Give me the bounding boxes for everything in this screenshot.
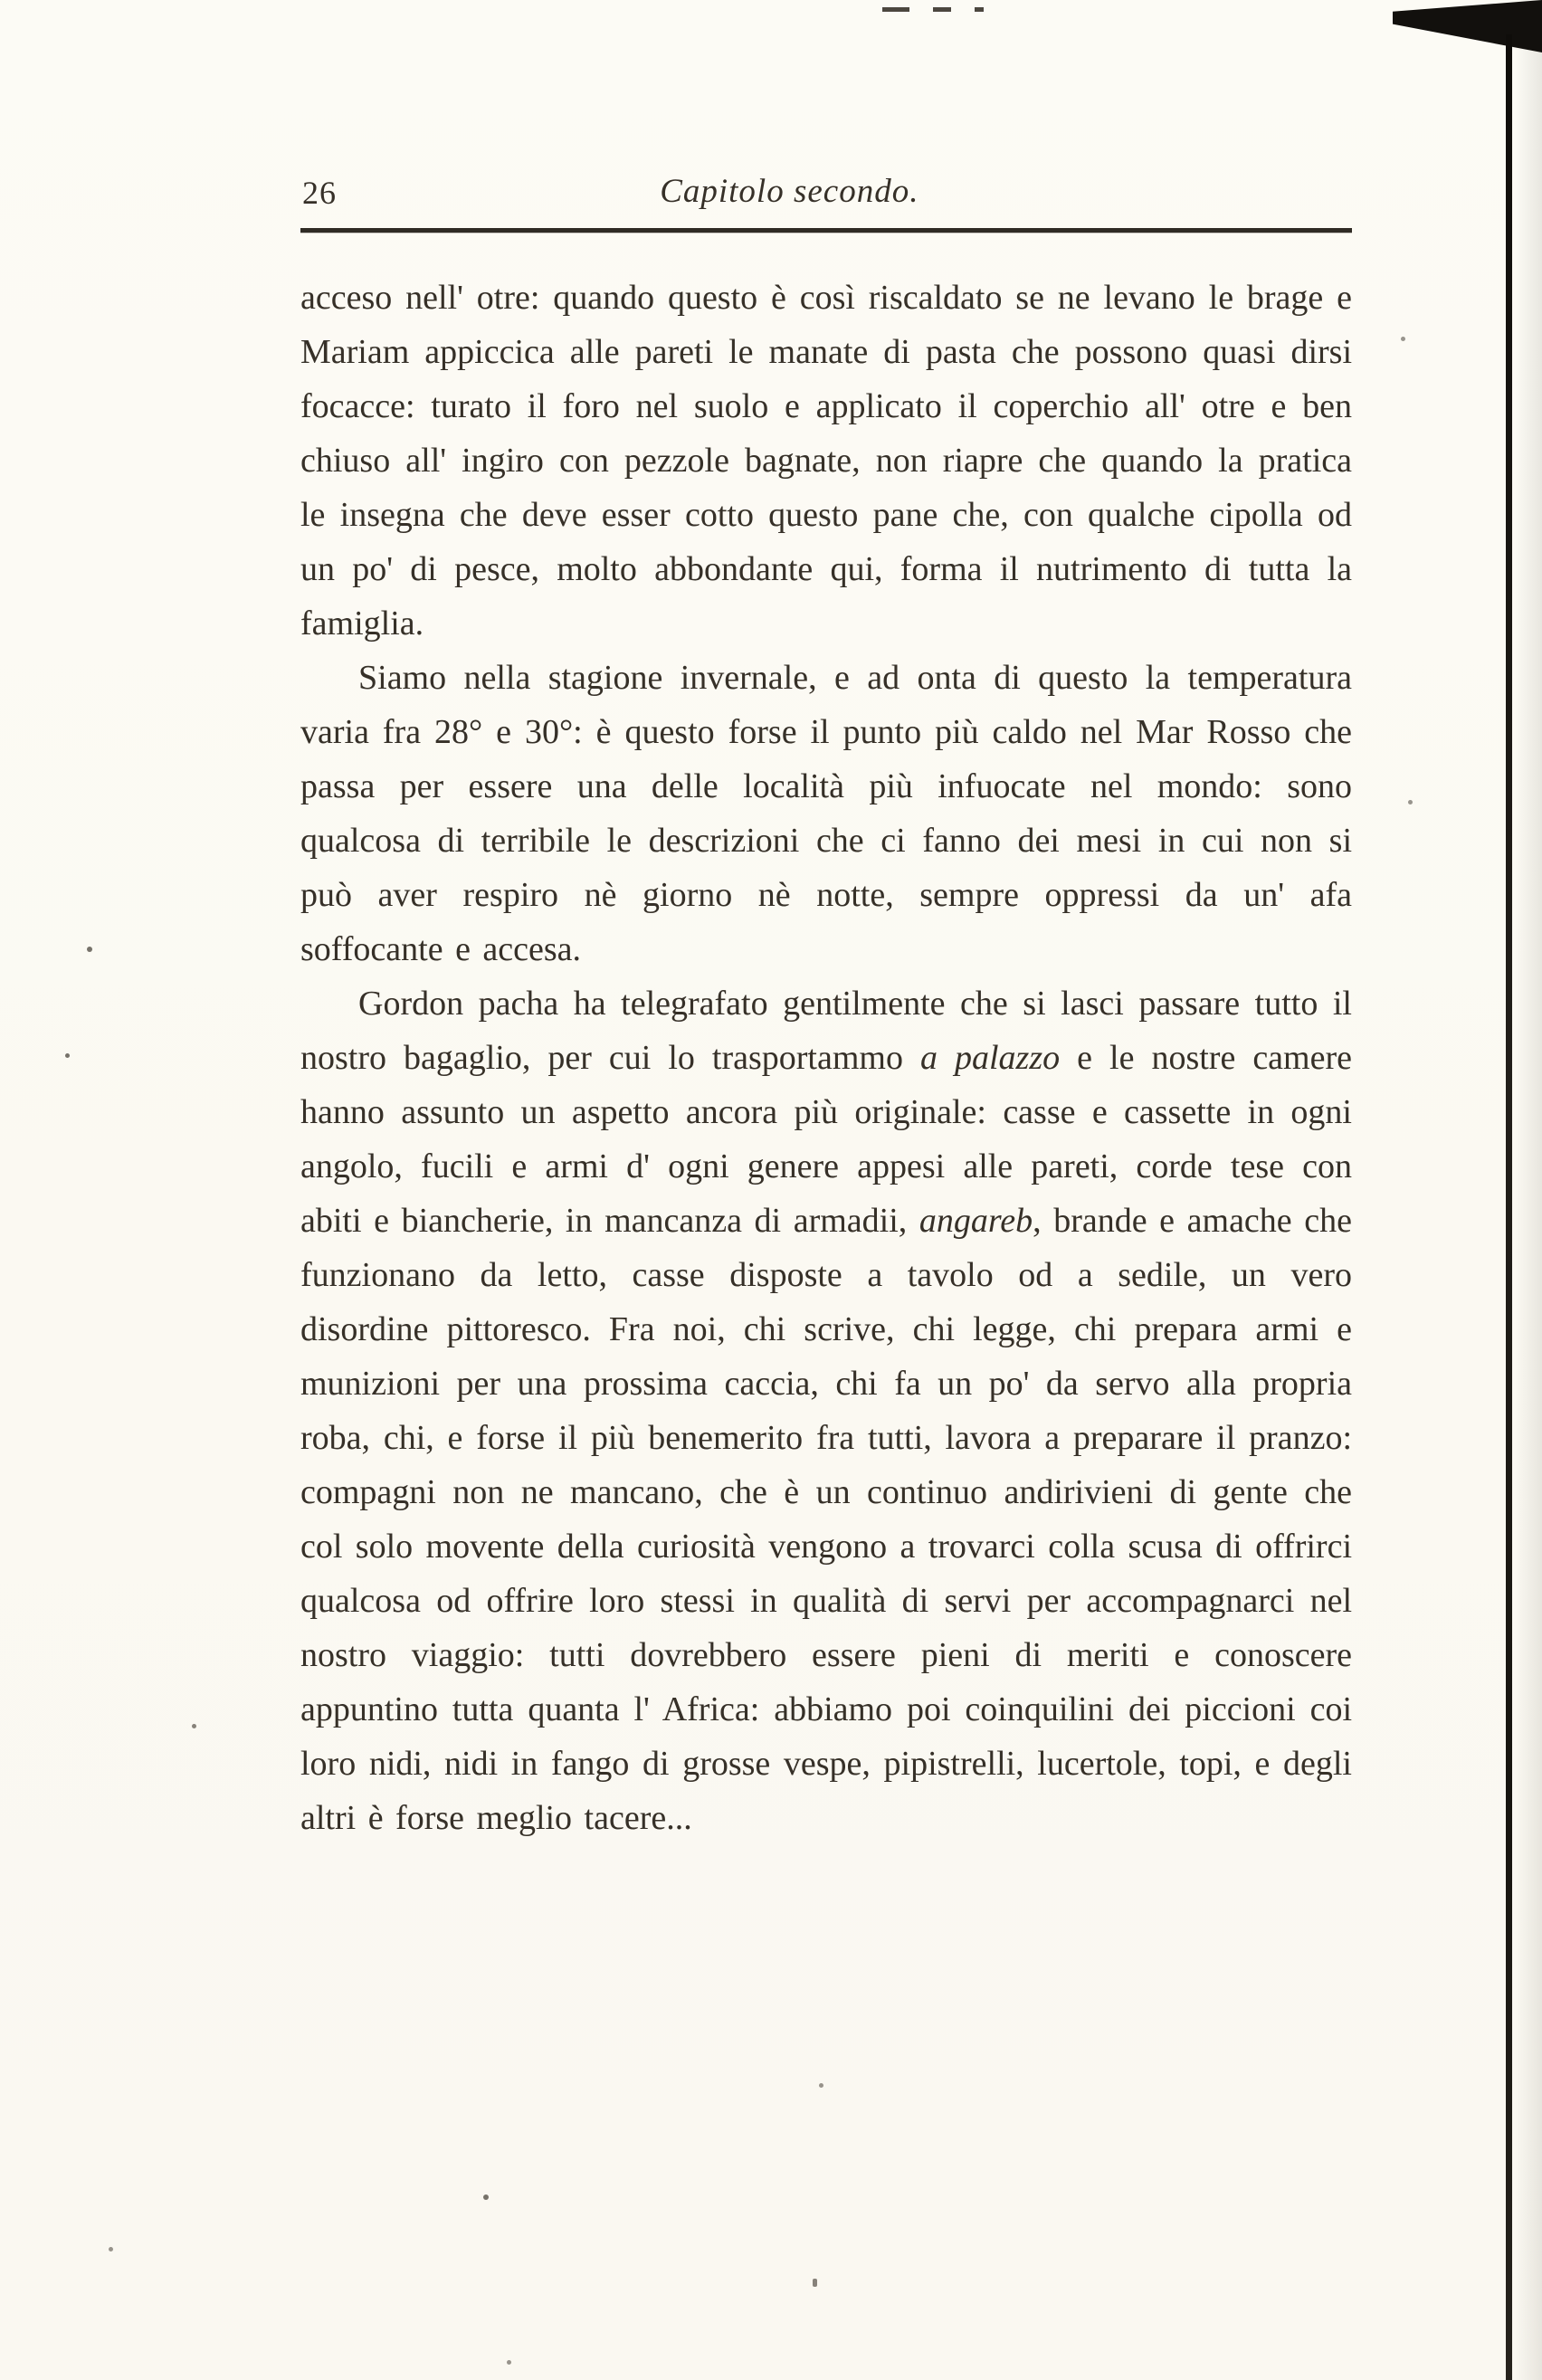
scan-speck	[65, 1053, 70, 1058]
scan-speck	[109, 2247, 113, 2251]
page-edge-shading	[1515, 0, 1542, 2380]
scan-speck	[813, 2279, 817, 2287]
scan-speck	[507, 2360, 511, 2365]
page-body	[300, 271, 1352, 1845]
scan-speck	[1401, 337, 1405, 341]
page-number: 26	[302, 175, 337, 211]
scan-speck	[192, 1724, 196, 1728]
chapter-title: Capitolo secondo.	[660, 173, 919, 210]
scan-dash-marks	[882, 7, 984, 12]
page-header	[300, 168, 1352, 226]
header-rule	[300, 228, 1352, 233]
scan-speck	[1408, 800, 1413, 804]
text-segment: Gordon pacha ha telegrafato gentilmente che si lasci passare tutto il nostro bagaglio, per cui lo trasportammo	[300, 985, 1352, 1077]
scan-edge-line-artifact	[1506, 34, 1512, 2380]
italic-text-segment: angareb	[919, 1202, 1033, 1240]
text-segment: acceso nell' otre: quando questo è così riscaldato se ne levano le brage e Mariam appiccica alle pareti le manate di pasta che possono quasi dirsi focacce: turato il foro nel suolo e applicato il coperchio all' otre e ben chiuso all' ingiro con pezzole bagnate, non riapre che quando la pratica le insegna che deve esser cotto questo pane che, con qualche cipolla od un po' di pesce, molto abbondante qui, forma il nutrimento di tutta la famiglia.	[300, 279, 1352, 643]
paragraph	[300, 976, 1352, 1845]
scan-speck	[87, 947, 92, 952]
scan-corner-artifact	[1393, 0, 1542, 52]
scan-speck	[483, 2194, 489, 2200]
paragraph	[300, 651, 1352, 976]
text-segment: , brande e amache che funzionano da letto, casse disposte a tavolo od a sedile, un vero disordine pittoresco. Fra noi, chi scrive, chi legge, chi prepara armi e munizioni per una prossima caccia, chi fa un po' da servo alla propria roba, chi, e forse il più benemerito fra tutti, lavora a preparare il pranzo: compagni non ne mancano, che è un continuo andirivieni di gente che col solo movente della curiosità vengono a trovarci colla scusa di offrirci qualcosa od offrire loro stessi in qualità di servi per accompagnarci nel nostro viaggio: tutti dovrebbero essere pieni di meriti e conoscere appuntino tutta quanta l' Africa: abbiamo poi coinquilini dei piccioni coi loro nidi, nidi in fango di grosse vespe, pipistrelli, lucertole, topi, e degli altri è forse meglio tacere...	[300, 1202, 1352, 1837]
text-block	[300, 168, 1352, 1845]
paragraph	[300, 271, 1352, 651]
scan-speck	[819, 2083, 823, 2088]
text-segment: e le nostre camere hanno assunto un aspetto ancora più originale: casse e cassette in ogni angolo, fucili e armi d' ogni genere appesi alle pareti, corde tese con abiti e biancherie, in mancanza di armadii,	[300, 1039, 1352, 1240]
text-segment: Siamo nella stagione invernale, e ad onta di questo la temperatura varia fra 28° e 30°: è questo forse il punto più caldo nel Mar Rosso che passa per essere una delle località più infuocate nel mondo: sono qualcosa di terribile le descrizioni che ci fanno dei mesi in cui non si può aver respiro nè giorno nè notte, sempre oppressi da un' afa soffocante e accesa.	[300, 659, 1352, 968]
italic-text-segment: a palazzo	[919, 1039, 1061, 1077]
